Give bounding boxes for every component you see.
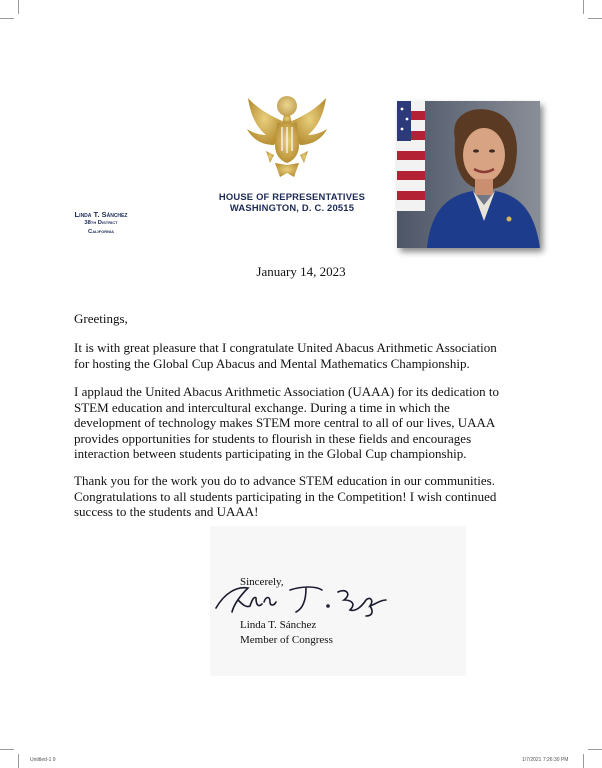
signer-name: Linda T. Sánchez — [240, 619, 317, 631]
footer-right: 1/7/2021 7:26:30 PM — [522, 757, 569, 763]
crop-mark — [0, 18, 14, 19]
letter-date: January 14, 2023 — [256, 264, 346, 279]
flag-icon — [397, 101, 425, 211]
house-line-1: HOUSE OF REPRESENTATIVES — [218, 191, 366, 202]
crop-mark — [583, 0, 584, 14]
eagle-seal-icon — [244, 93, 330, 188]
paragraph-2: I applaud the United Abacus Arithmetic Association (UAAA) for its dedication to STEM education and intercultural exchange. During a time in which the development of technology makes STEM more central to all of our lives, UAAA provides opportunities for students to flourish in these fields and encourages interaction between students participating in the Global Cup championship. — [74, 384, 499, 461]
footer-left: Untitled-1 9 — [30, 757, 56, 763]
crop-mark — [583, 754, 584, 768]
handwritten-signature-icon — [210, 578, 395, 618]
member-state: California — [88, 229, 114, 235]
paragraph-3: Thank you for the work you do to advance STEM education in our communities. Congratulations to all students participating in the Competition! I wish continued success to the students and UAAA! — [74, 473, 497, 519]
crop-mark — [18, 0, 19, 14]
crop-mark — [588, 18, 602, 19]
house-heading — [212, 191, 372, 213]
crop-mark — [0, 749, 14, 750]
house-line-2: WASHINGTON, D. C. 20515 — [229, 202, 355, 213]
portrait-photo — [397, 101, 540, 248]
crop-mark — [588, 749, 602, 750]
crop-mark — [18, 754, 19, 768]
signer-title: Member of Congress — [240, 634, 333, 646]
member-name: Linda T. Sánchez — [74, 210, 128, 219]
greeting: Greetings, — [74, 311, 128, 326]
member-block — [56, 210, 146, 237]
closing-sincerely: Sincerely, — [240, 576, 284, 588]
member-district: 38th District — [84, 220, 118, 226]
paragraph-1: It is with great pleasure that I congratulate United Abacus Arithmetic Association for hosting the Global Cup Abacus and Mental Mathematics Championship. — [74, 340, 497, 371]
